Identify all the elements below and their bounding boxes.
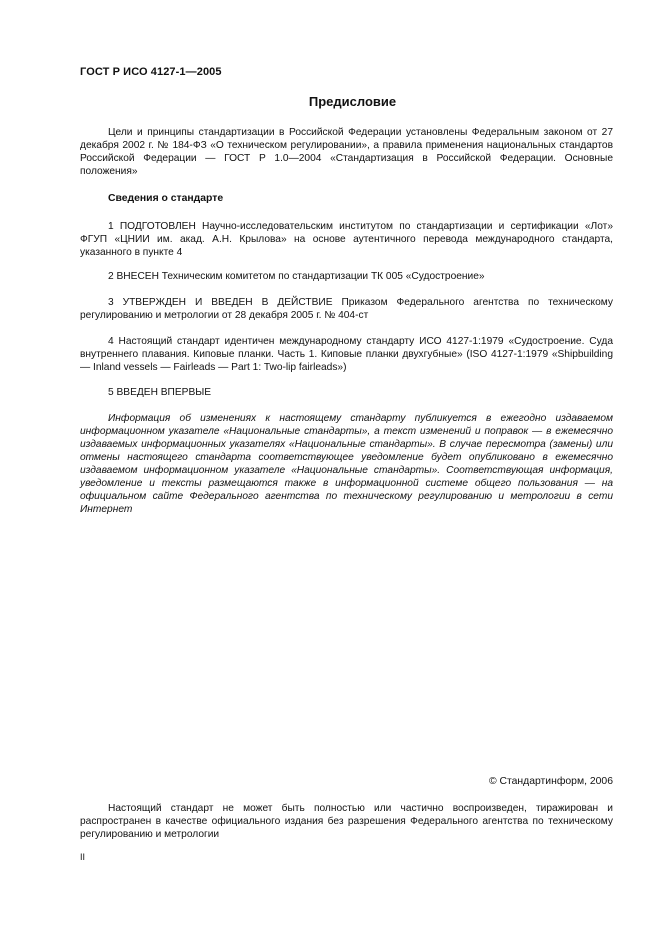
info-heading: Сведения о стандарте — [108, 193, 224, 204]
item-4-paragraph: 4 Настоящий стандарт идентичен международному стандарту ИСО 4127-1:1979 «Судостроение. Суда внутреннего плавания. Киповые планки. Часть 1. Киповые планки двухгубные» (ISO 4127-1:1979 «Shipbuilding — Inland vessels — Fairleads — Part 1: Two-lip fairleads») — [80, 336, 613, 373]
reproduction-notice-paragraph: Настоящий стандарт не может быть полностью или частично воспроизведен, тиражирован и распространен в качестве официального издания без разрешения Федерального агентства по техническому регулированию и метрологии — [80, 803, 613, 840]
intro-paragraph: Цели и принципы стандартизации в Российской Федерации установлены Федеральным законом от 27 декабря 2002 г. № 184-ФЗ «О техническом регулировании», а правила применения национальных стандартов Российской Федерации — ГОСТ Р 1.0—2004 «Стандартизация в Российской Федерации. Основные положения» — [80, 127, 613, 177]
standard-code-header: ГОСТ Р ИСО 4127-1—2005 — [80, 66, 222, 78]
item-2-paragraph: 2 ВНЕСЕН Техническим комитетом по стандартизации ТК 005 «Судостроение» — [108, 271, 485, 282]
item-1-paragraph: 1 ПОДГОТОВЛЕН Научно-исследовательским институтом по стандартизации и сертификации «Лот» ФГУП «ЦНИИ им. акад. А.Н. Крылова» на основе аутентичного перевода международного стандарта, указанного в пункте 4 — [80, 221, 613, 258]
item-5-paragraph: 5 ВВЕДЕН ВПЕРВЫЕ — [108, 387, 212, 398]
copyright-line: © Стандартинформ, 2006 — [488, 776, 613, 787]
page-title: Предисловие — [308, 94, 397, 109]
item-3-paragraph: 3 УТВЕРЖДЕН И ВВЕДЕН В ДЕЙСТВИЕ Приказом Федерального агентства по техническому регулированию и метрологии от 28 декабря 2005 г. № 404-ст — [80, 297, 613, 321]
notice-paragraph: Информация об изменениях к настоящему стандарту публикуется в ежегодно издаваемом информационном указателе «Национальные стандарты», а текст изменений и поправок — в ежемесячно издаваемых информационных указателях «Национальные стандарты». В случае пересмотра (замены) или отмены настоящего стандарта соответствующее уведомление будет опубликовано в ежемесячно издаваемом информационном указателе «Национальные стандарты». Соответствующая информация, уведомление и тексты размещаются также в информационной системе общего пользования — на официальном сайте Федерального агентства по техническому регулированию и метрологии в сети Интернет — [80, 413, 613, 515]
page-number: II — [80, 852, 86, 862]
